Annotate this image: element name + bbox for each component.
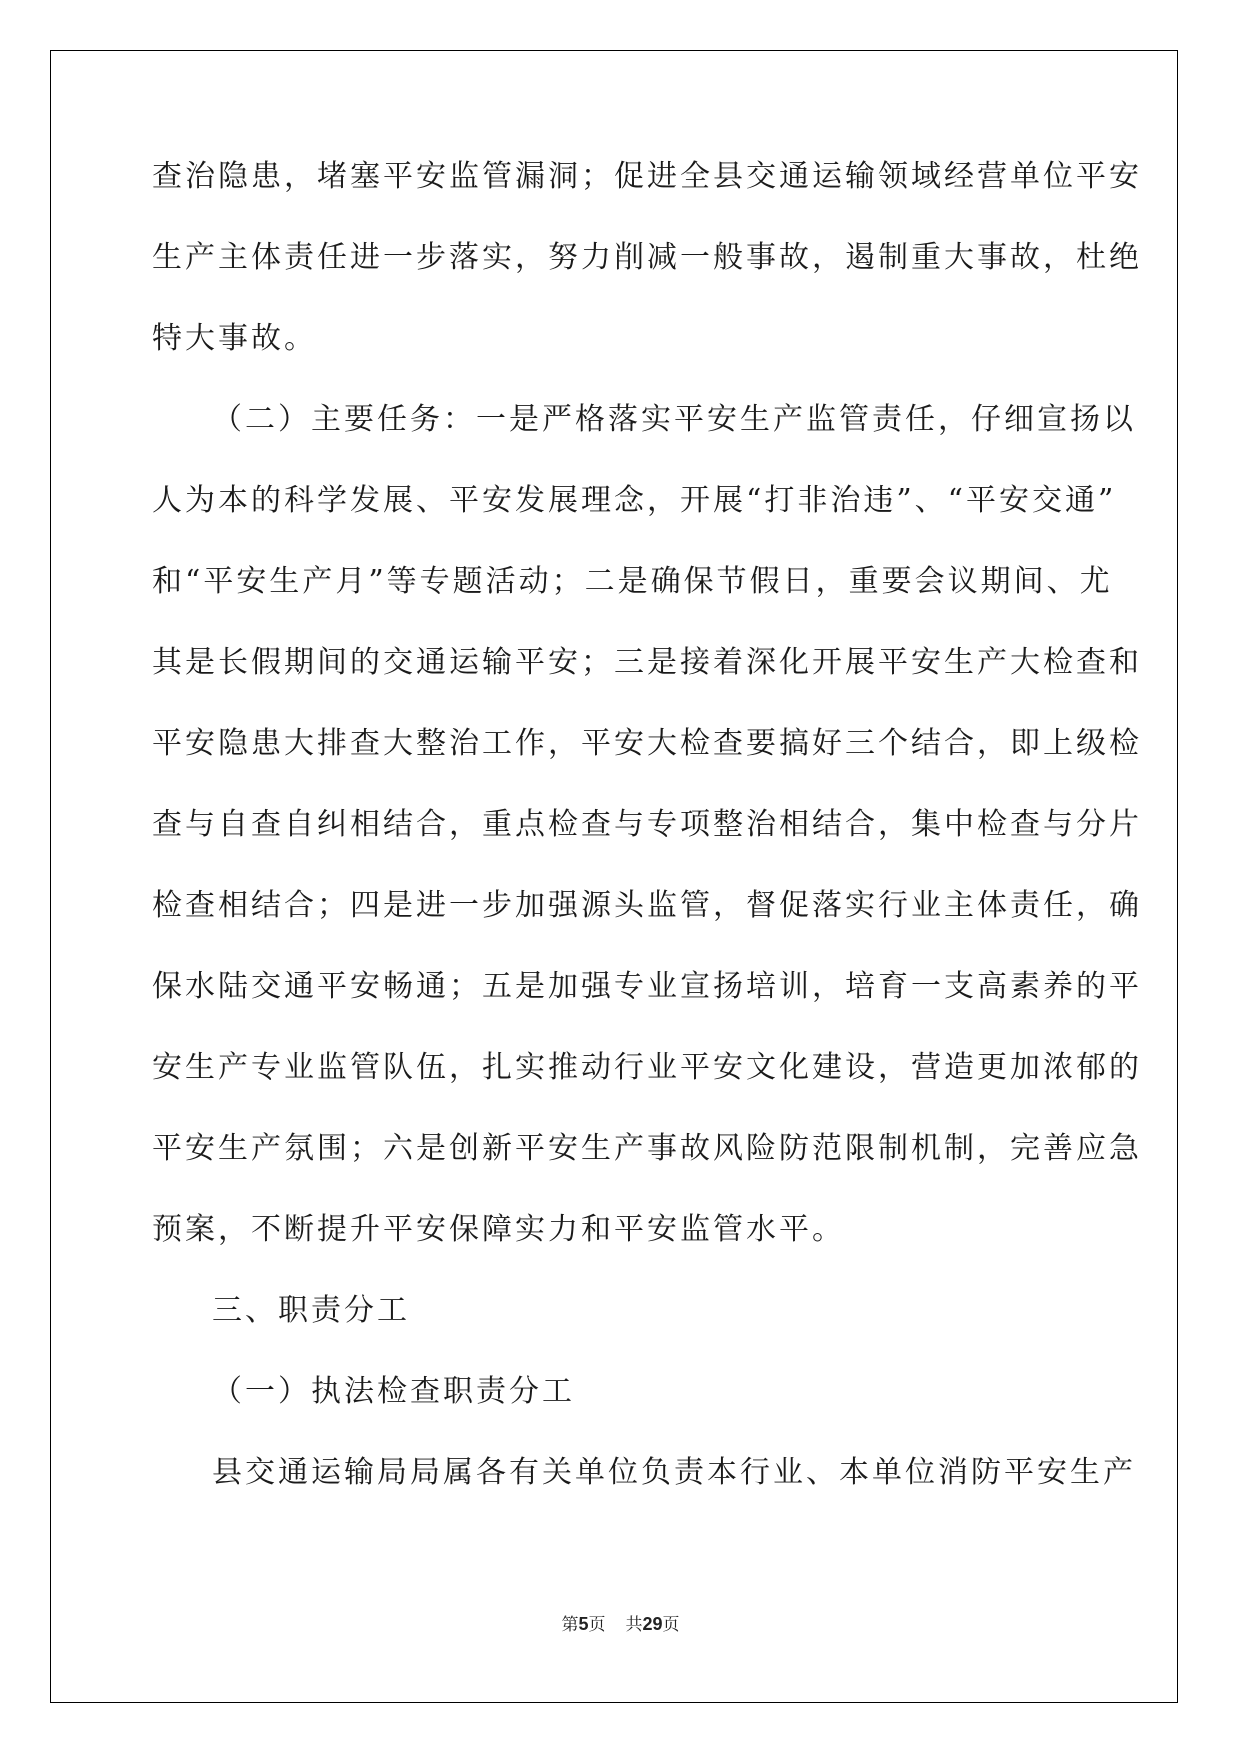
page-number: 5 bbox=[578, 1614, 589, 1634]
section-heading: 三、职责分工 bbox=[212, 1293, 410, 1328]
page-prefix: 第 bbox=[561, 1615, 579, 1635]
paragraph-line: 查治隐患，堵塞平安监管漏洞；促进全县交通运输领域经营单位平安 bbox=[152, 159, 1142, 194]
subsection-heading: （一）执法检查职责分工 bbox=[212, 1374, 575, 1409]
page-footer bbox=[0, 1614, 1241, 1635]
total-pages: 29 bbox=[642, 1614, 663, 1634]
paragraph-line: 和“平安生产月”等专题活动；二是确保节假日，重要会议期间、尤 bbox=[152, 564, 1113, 599]
page-suffix: 页 bbox=[588, 1615, 606, 1635]
paragraph-line: 县交通运输局局属各有关单位负责本行业、本单位消防平安生产 bbox=[212, 1455, 1136, 1490]
paragraph-line: 平安隐患大排查大整治工作，平安大检查要搞好三个结合，即上级检 bbox=[152, 726, 1142, 761]
total-suffix: 页 bbox=[662, 1615, 680, 1635]
total-prefix: 共 bbox=[625, 1615, 643, 1635]
paragraph-line: 其是长假期间的交通运输平安；三是接着深化开展平安生产大检查和 bbox=[152, 645, 1142, 680]
paragraph-line: 预案，不断提升平安保障实力和平安监管水平。 bbox=[152, 1212, 845, 1247]
document-body bbox=[152, 159, 1142, 1537]
paragraph-line: 查与自查自纠相结合，重点检查与专项整治相结合，集中检查与分片 bbox=[152, 807, 1142, 842]
paragraph-line: （二）主要任务：一是严格落实平安生产监管责任，仔细宣扬以 bbox=[212, 402, 1136, 437]
paragraph-line: 保水陆交通平安畅通；五是加强专业宣扬培训，培育一支高素养的平 bbox=[152, 969, 1142, 1004]
paragraph-line: 特大事故。 bbox=[152, 321, 317, 356]
paragraph-line: 平安生产氛围；六是创新平安生产事故风险防范限制机制，完善应急 bbox=[152, 1131, 1142, 1166]
paragraph-line: 人为本的科学发展、平安发展理念，开展“打非治违”、“平安交通” bbox=[152, 483, 1117, 518]
paragraph-line: 安生产专业监管队伍，扎实推动行业平安文化建设，营造更加浓郁的 bbox=[152, 1050, 1142, 1085]
paragraph-line: 生产主体责任进一步落实，努力削减一般事故，遏制重大事故，杜绝 bbox=[152, 240, 1142, 275]
paragraph-line: 检查相结合；四是进一步加强源头监管，督促落实行业主体责任，确 bbox=[152, 888, 1142, 923]
